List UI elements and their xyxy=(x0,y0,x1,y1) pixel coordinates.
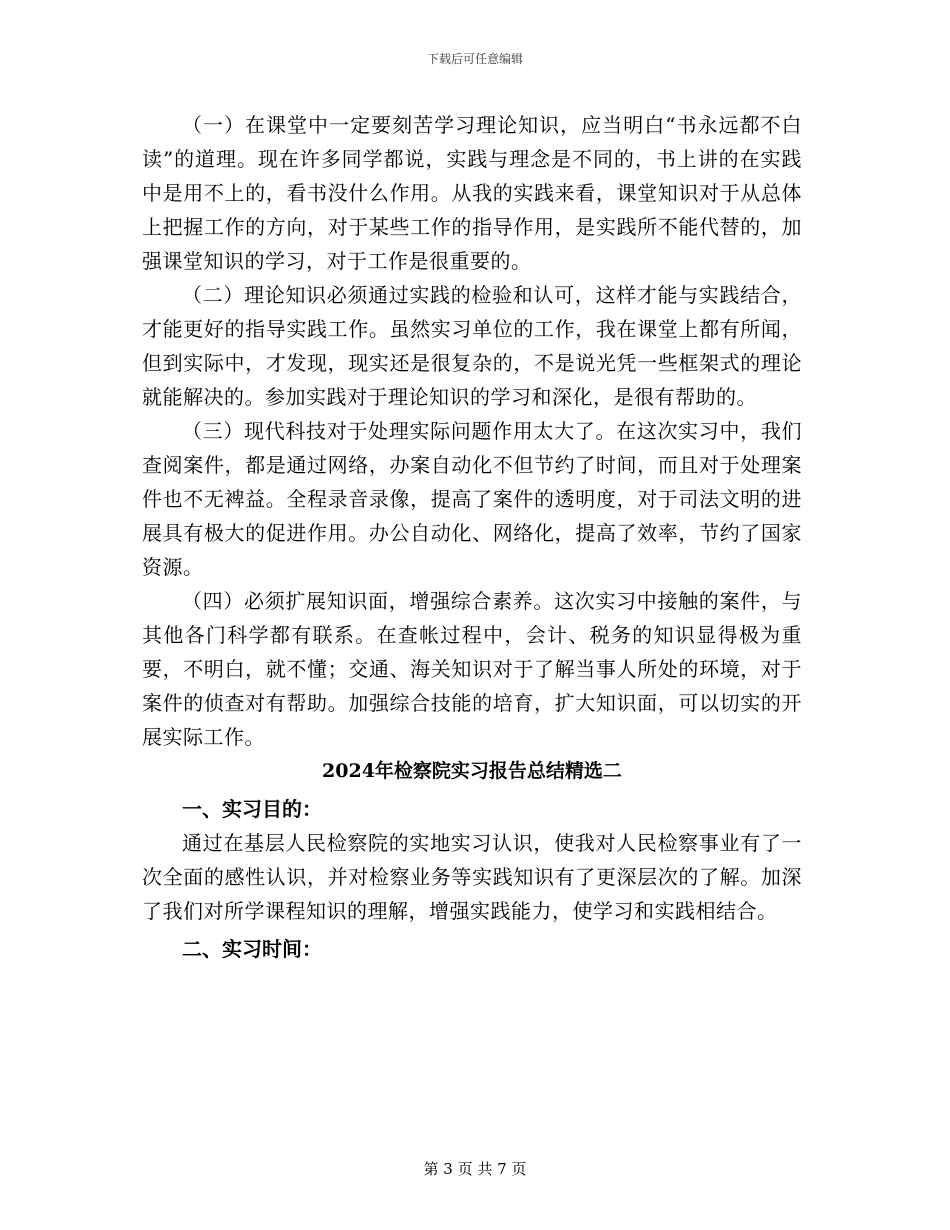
page-number: 第 3 页 共 7 页 xyxy=(423,1160,527,1178)
section-heading-purpose: 一、实习目的： xyxy=(182,797,322,821)
page-header: 下载后可任意编辑 xyxy=(426,52,523,66)
paragraph-3: （三）现代科技对于处理实际问题作用太大了。在这次实习中，我们查阅案件，都是通过网络，办案自动化不但节约了时间，而且对于处理案件也不无裨益。全程录音录像，提高了案件的透明度，对于司法文明的进展具有极大的促进作用。办公自动化、网络化，提高了效率，节约了国家资源。 xyxy=(142,419,802,579)
section-heading-time: 二、实习时间： xyxy=(182,937,322,961)
paragraph-4: （四）必须扩展知识面，增强综合素养。这次实习中接触的案件，与其他各门科学都有联系。在查帐过程中，会计、税务的知识显得极为重要，不明白，就不懂；交通、海关知识对于了解当事人所处的环境，对于案件的侦查对有帮助。加强综合技能的培育，扩大知识面，可以切实的开展实际工作。 xyxy=(142,589,802,749)
paragraph-1: （一）在课堂中一定要刻苦学习理论知识，应当明白“书永远都不白读”的道理。现在许多同学都说，实践与理念是不同的，书上讲的在实践中是用不上的，看书没什么作用。从我的实践来看，课堂知识对于从总体上把握工作的方向，对于某些工作的指导作用，是实践所不能代替的，加强课堂知识的学习，对于工作是很重要的。 xyxy=(142,113,802,273)
paragraph-purpose: 通过在基层人民检察院的实地实习认识，使我对人民检察事业有了一次全面的感性认识，并对检察业务等实践知识有了更深层次的了解。加深了我们对所学课程知识的理解，增强实践能力，使学习和实践相结合。 xyxy=(142,831,802,923)
document-body xyxy=(142,108,802,966)
paragraph-2: （二）理论知识必须通过实践的检验和认可，这样才能与实践结合，才能更好的指导实践工作。虽然实习单位的工作，我在课堂上都有所闻，但到实际中，才发现，现实还是很复杂的，不是说光凭一些框架式的理论就能解决的。参加实践对于理论知识的学习和深化，是很有帮助的。 xyxy=(142,283,802,409)
document-title: 2024年检察院实习报告总结精选二 xyxy=(322,760,622,782)
